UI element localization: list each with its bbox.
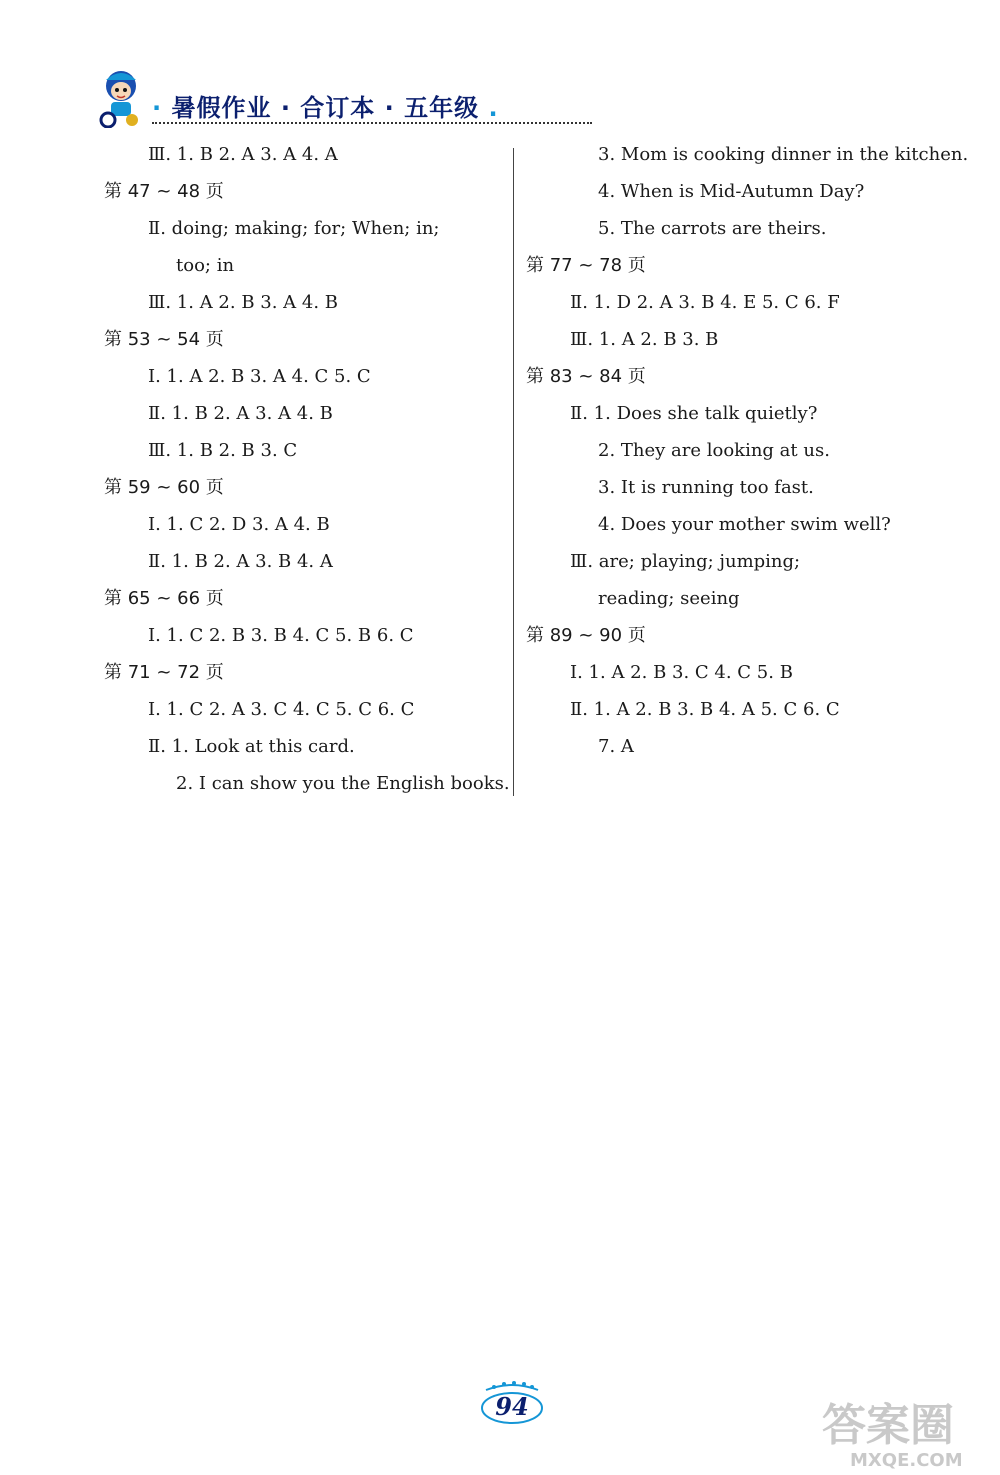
answer-line: Ⅱ. 1. B 2. A 3. B 4. A bbox=[148, 551, 333, 572]
header-title-text: 暑假作业 · 合订本 · 五年级 bbox=[171, 94, 480, 122]
watermark-logo-icon bbox=[816, 1388, 994, 1472]
answer-line: Ⅱ. 1. Does she talk quietly? bbox=[570, 403, 818, 424]
page-range-heading: 第 89 ~ 90 页 bbox=[526, 625, 646, 646]
answer-line: Ⅲ. are; playing; jumping; bbox=[570, 551, 801, 572]
header-divider bbox=[152, 122, 592, 124]
page-range-heading: 第 83 ~ 84 页 bbox=[526, 366, 646, 387]
answer-line: Ⅲ. 1. A 2. B 3. B bbox=[570, 329, 719, 350]
answer-line: Ⅰ. 1. A 2. B 3. C 4. C 5. B bbox=[570, 662, 793, 683]
answer-line: Ⅰ. 1. C 2. D 3. A 4. B bbox=[148, 514, 330, 535]
answer-line: 2. They are looking at us. bbox=[598, 440, 830, 461]
answer-line: Ⅱ. 1. B 2. A 3. A 4. B bbox=[148, 403, 333, 424]
answer-line: Ⅱ. doing; making; for; When; in; bbox=[148, 218, 440, 239]
page-range-heading: 第 53 ~ 54 页 bbox=[104, 329, 224, 350]
answer-line: 3. It is running too fast. bbox=[598, 477, 814, 498]
mascot-logo-icon bbox=[96, 66, 146, 128]
watermark-text: 答案圈 bbox=[822, 1400, 954, 1451]
page-number: 94 bbox=[495, 1392, 529, 1421]
answer-line: 2. I can show you the English books. bbox=[176, 773, 510, 794]
answer-line: Ⅰ. 1. A 2. B 3. A 4. C 5. C bbox=[148, 366, 371, 387]
answer-line: Ⅲ. 1. B 2. A 3. A 4. A bbox=[148, 144, 338, 165]
answer-line: Ⅱ. 1. Look at this card. bbox=[148, 736, 355, 757]
page-range-heading: 第 65 ~ 66 页 bbox=[104, 588, 224, 609]
answer-line: Ⅱ. 1. D 2. A 3. B 4. E 5. C 6. F bbox=[570, 292, 840, 313]
answer-line: Ⅲ. 1. A 2. B 3. A 4. B bbox=[148, 292, 339, 313]
answer-line: reading; seeing bbox=[598, 588, 740, 609]
page-range-heading: 第 71 ~ 72 页 bbox=[104, 662, 224, 683]
answer-line: 3. Mom is cooking dinner in the kitchen. bbox=[598, 144, 969, 165]
page-header bbox=[96, 66, 516, 130]
answer-line: Ⅰ. 1. C 2. A 3. C 4. C 5. C 6. C bbox=[148, 699, 415, 720]
answer-line: Ⅰ. 1. C 2. B 3. B 4. C 5. B 6. C bbox=[148, 625, 414, 646]
page-range-heading: 第 59 ~ 60 页 bbox=[104, 477, 224, 498]
answer-line: 4. When is Mid-Autumn Day? bbox=[598, 181, 865, 202]
answer-line: too; in bbox=[176, 255, 235, 276]
page-number-badge bbox=[480, 1378, 544, 1428]
answer-line: 4. Does your mother swim well? bbox=[598, 514, 891, 535]
header-title: · 暑假作业 · 合订本 · 五年级 . bbox=[152, 94, 499, 122]
answer-line: 7. A bbox=[598, 736, 634, 757]
page-range-heading: 第 77 ~ 78 页 bbox=[526, 255, 646, 276]
answer-line: Ⅱ. 1. A 2. B 3. B 4. A 5. C 6. C bbox=[570, 699, 840, 720]
watermark-subtext: MXQE.COM bbox=[850, 1450, 963, 1471]
answer-line: 5. The carrots are theirs. bbox=[598, 218, 827, 239]
page-range-heading: 第 47 ~ 48 页 bbox=[104, 181, 224, 202]
column-divider bbox=[513, 148, 514, 796]
answer-line: Ⅲ. 1. B 2. B 3. C bbox=[148, 440, 298, 461]
